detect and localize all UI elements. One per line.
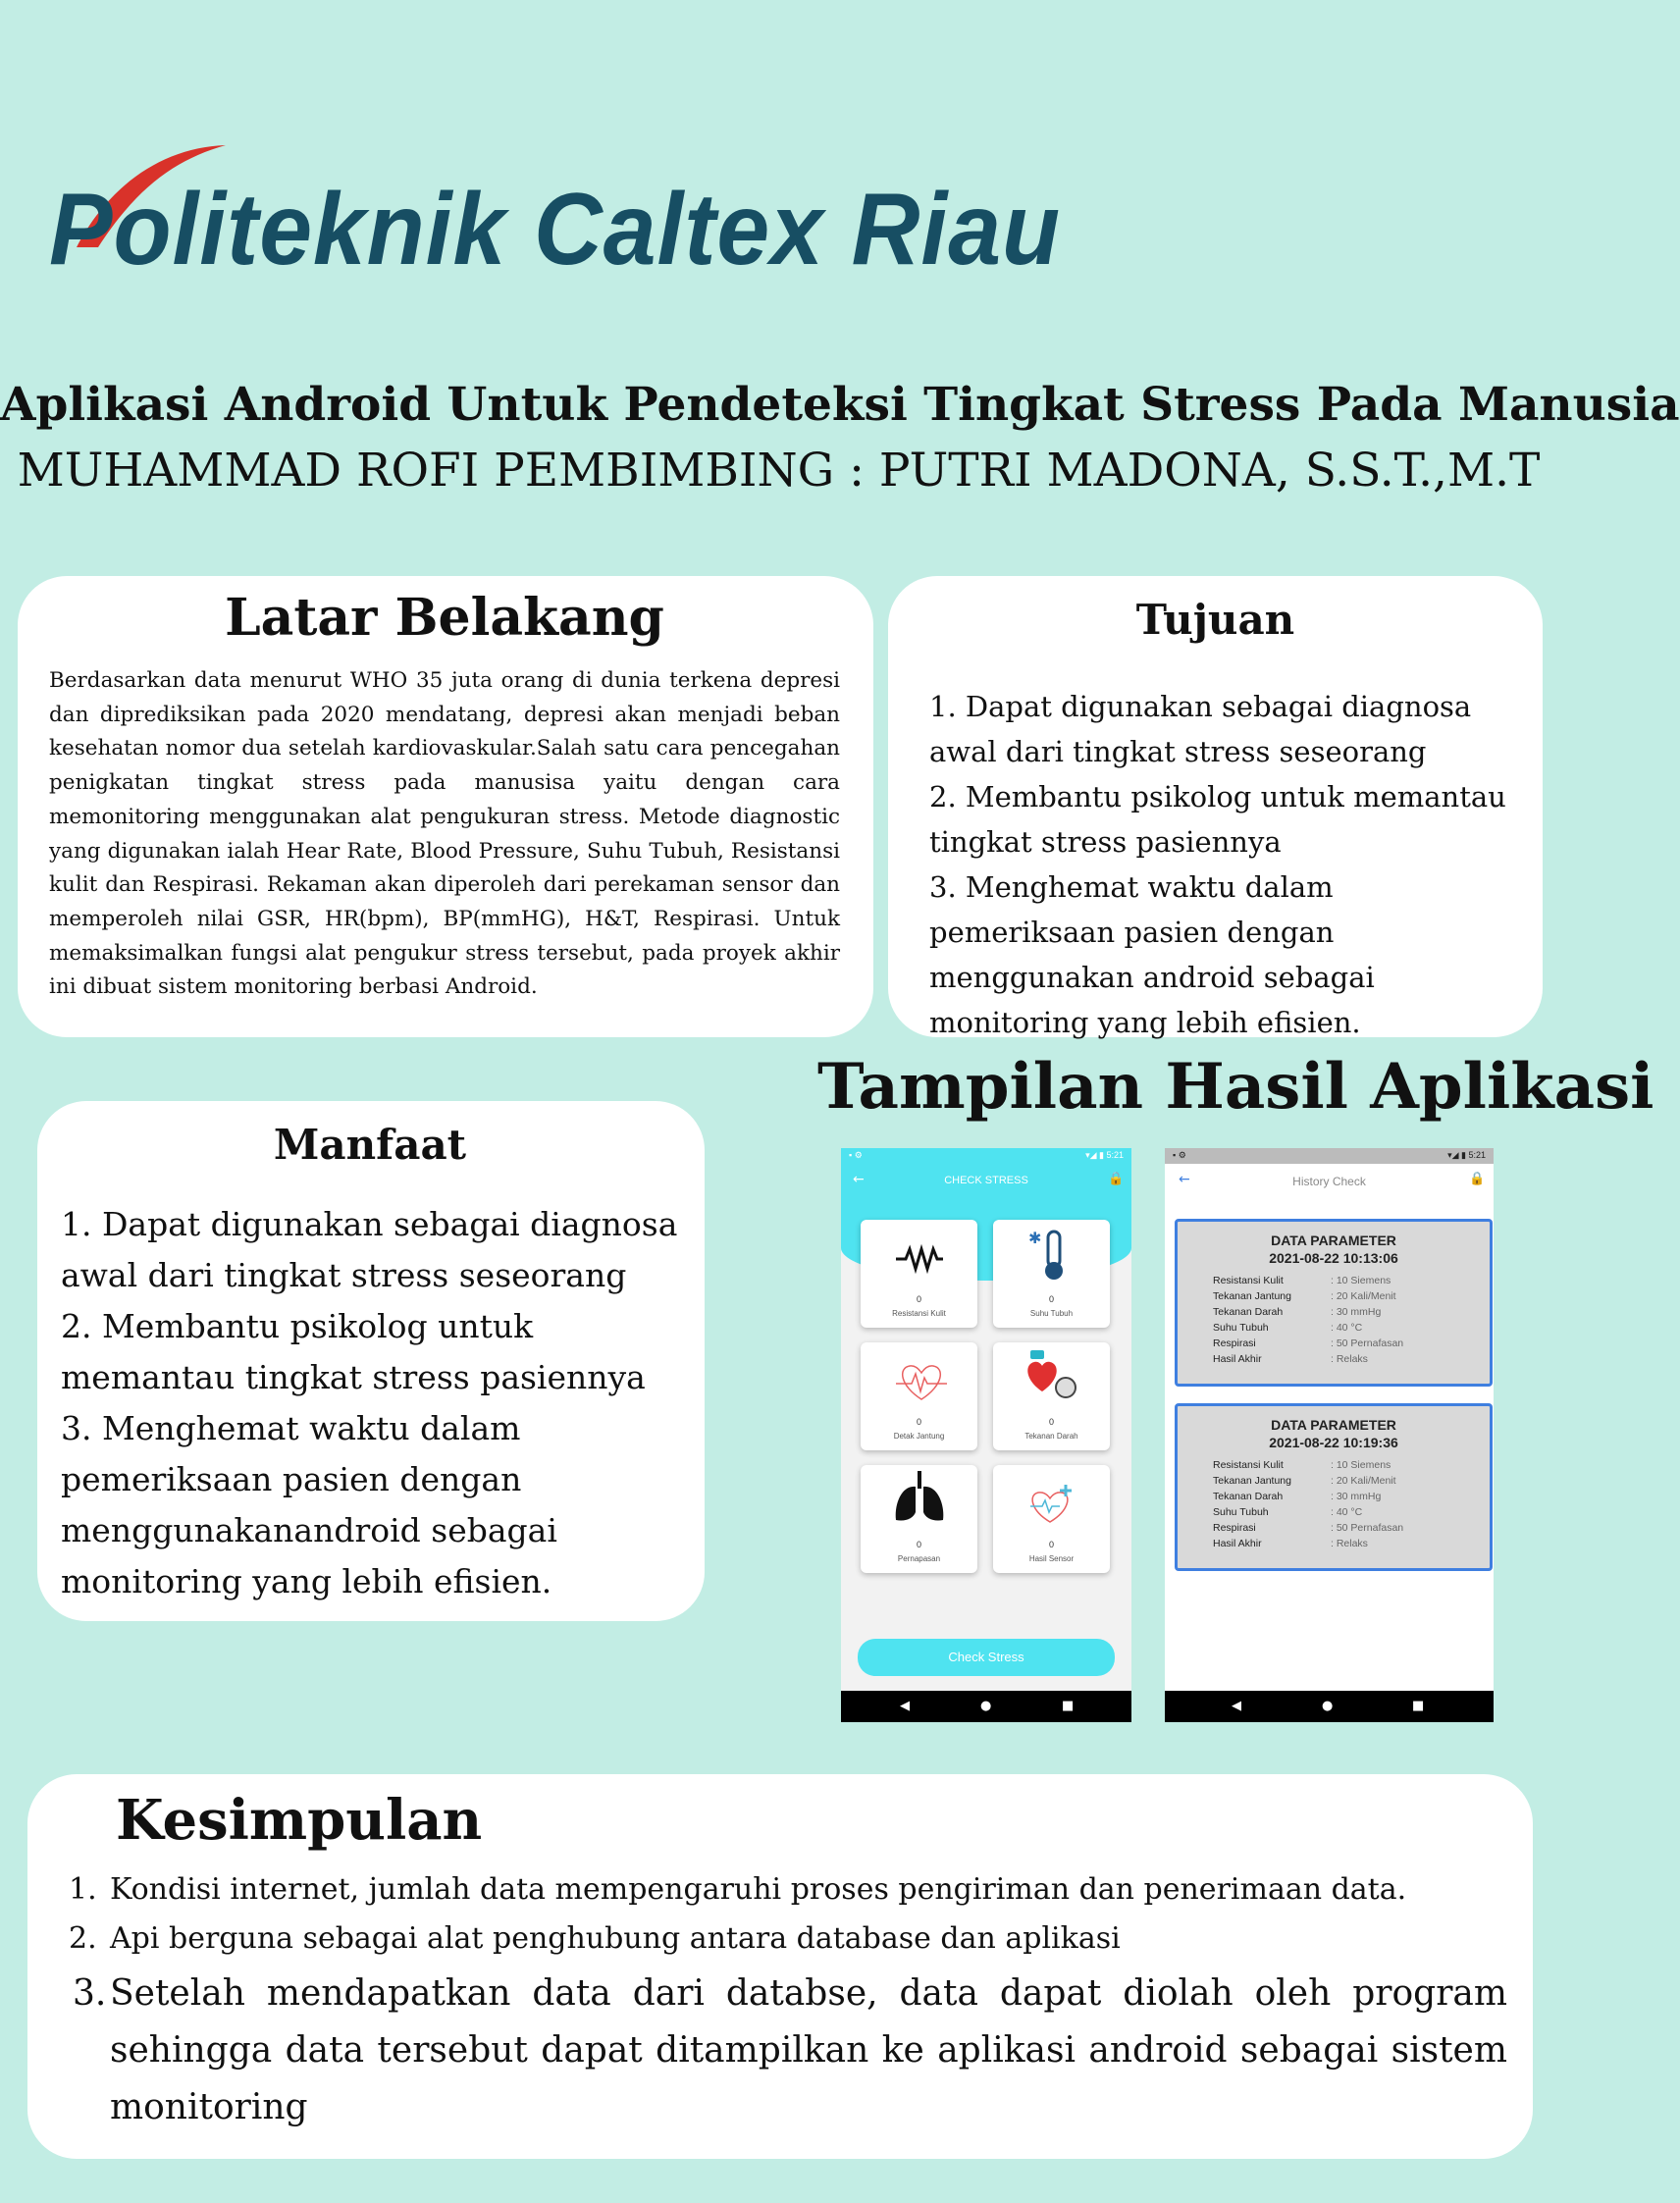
nav-home-icon[interactable]: ● — [1322, 1699, 1334, 1713]
back-arrow-icon[interactable]: ← — [853, 1172, 865, 1187]
list-item: 1. Dapat digunakan sebagai diagnosa awal dari tingkat stress seseorang — [61, 1205, 678, 1294]
history-row: Tekanan Jantung : 20 Kali/Menit — [1213, 1290, 1396, 1302]
phone-check-stress-screenshot — [841, 1148, 1131, 1722]
nav-home-icon[interactable]: ● — [980, 1699, 992, 1713]
list-item — [73, 1966, 1507, 2136]
status-bar: ▪ ⚙ ▾◢ ▮ 5:21 — [849, 1150, 1124, 1160]
tile-value: 0 — [1048, 1417, 1054, 1427]
tile-label: Pernapasan — [897, 1554, 941, 1563]
list-number: 1. — [69, 1872, 97, 1907]
lungs-icon — [892, 1469, 947, 1526]
resistor-icon — [894, 1237, 945, 1277]
tile-label: Tekanan Darah — [1024, 1432, 1078, 1441]
latar-belakang-title: Latar Belakang — [225, 588, 664, 648]
tile-value: 0 — [1048, 1540, 1054, 1549]
poster-authors: MUHAMMAD ROFI PEMBIMBING : PUTRI MADONA, S.S.T.,M.T — [17, 444, 1541, 498]
nav-back-icon[interactable]: ◀ — [900, 1699, 910, 1713]
tile-suhu-tubuh[interactable] — [993, 1220, 1110, 1328]
list-text: Kondisi internet, jumlah data mempengaruhi proses pengiriman dan penerimaan data. — [110, 1872, 1407, 1907]
tile-value: 0 — [916, 1540, 921, 1549]
history-row: Respirasi : 50 Pernafasan — [1213, 1522, 1404, 1534]
thermometer-icon — [1026, 1228, 1077, 1283]
tile-pernapasan[interactable] — [861, 1465, 977, 1573]
kesimpulan-card — [27, 1774, 1533, 2159]
logo-wordmark: Politeknik Caltex Riau — [49, 173, 1061, 287]
list-item: 3. Menghemat waktu dalam pemeriksaan pasien dengan menggunakan android sebagai monitoring yang lebih efisien. — [929, 870, 1375, 1039]
history-row: Respirasi : 50 Pernafasan — [1213, 1338, 1404, 1349]
list-number: 2. — [69, 1921, 97, 1956]
tujuan-card — [888, 576, 1543, 1037]
tile-tekanan-darah[interactable] — [993, 1342, 1110, 1450]
history-card-header: DATA PARAMETER — [1271, 1233, 1396, 1248]
nav-recents-icon[interactable]: ■ — [1412, 1699, 1425, 1713]
manfaat-card — [37, 1101, 705, 1621]
tile-label: Hasil Sensor — [1028, 1554, 1075, 1563]
status-bar: ▪ ⚙ ▾◢ ▮ 5:21 — [1165, 1148, 1494, 1164]
tile-value: 0 — [916, 1294, 921, 1304]
history-row: Resistansi Kulit : 10 Siemens — [1213, 1459, 1391, 1471]
list-item: 2. Membantu psikolog untuk memantau tingkat stress pasiennya — [929, 780, 1506, 859]
nav-back-icon[interactable]: ◀ — [1232, 1699, 1241, 1713]
history-card[interactable] — [1175, 1403, 1493, 1571]
history-row: Tekanan Darah : 30 mmHg — [1213, 1491, 1382, 1502]
svg-text:✱: ✱ — [1028, 1231, 1042, 1247]
history-row: Tekanan Jantung : 20 Kali/Menit — [1213, 1475, 1396, 1487]
heartbeat-icon — [894, 1360, 949, 1403]
history-row: Resistansi Kulit : 10 Siemens — [1213, 1275, 1391, 1286]
list-item: 3. Menghemat waktu dalam pemeriksaan pasien dengan menggunakanandroid sebagai monitoring yang lebih efisien. — [61, 1409, 557, 1600]
list-item — [69, 1919, 1443, 1959]
history-card-datetime: 2021-08-22 10:13:06 — [1269, 1250, 1398, 1266]
tujuan-list — [929, 684, 1518, 1045]
tile-value: 0 — [1048, 1294, 1054, 1304]
history-row: Hasil Akhir : Relaks — [1213, 1538, 1368, 1549]
history-card-header: DATA PARAMETER — [1271, 1417, 1396, 1433]
tile-detak-jantung[interactable] — [861, 1342, 977, 1450]
list-item: 2. Membantu psikolog untuk memantau tingkat stress pasiennya — [61, 1307, 646, 1396]
blood-pressure-icon — [1023, 1348, 1081, 1403]
manfaat-title: Manfaat — [273, 1121, 467, 1169]
heart-plus-icon — [1026, 1483, 1077, 1526]
manfaat-list — [61, 1199, 699, 1607]
history-card[interactable] — [1175, 1219, 1493, 1387]
latar-belakang-card — [18, 576, 873, 1037]
history-row: Suhu Tubuh : 40 °C — [1213, 1506, 1363, 1518]
android-nav-bar — [1165, 1691, 1494, 1722]
tile-label: Suhu Tubuh — [1029, 1309, 1074, 1318]
lock-icon[interactable]: 🔒 — [1108, 1172, 1125, 1186]
history-row: Suhu Tubuh : 40 °C — [1213, 1322, 1363, 1334]
list-item: 1. Dapat digunakan sebagai diagnosa awal dari tingkat stress seseorang — [929, 690, 1472, 768]
kesimpulan-title: Kesimpulan — [116, 1788, 483, 1853]
list-number: 3. — [73, 1973, 107, 2014]
tujuan-title: Tujuan — [1135, 596, 1295, 644]
phone-history-check-screenshot — [1165, 1148, 1494, 1722]
latar-belakang-body: Berdasarkan data menurut WHO 35 juta orang di dunia terkena depresi dan diprediksikan pada 2020 mendatang, depresi akan menjadi beban kesehatan nomor dua setelah kardiovaskular.Salah satu cara pencegahan penigkatan tingkat stress pada manusisa yaitu dengan cara memonitoring menggunakan alat pengukuran stress. Metode diagnostic yang digunakan ialah Hear Rate, Blood Pressure, Suhu Tubuh, Resistansi kulit dan Respirasi. Rekaman akan diperoleh dari perekaman sensor dan memperoleh nilai GSR, HR(bpm), BP(mmHG), H&T, Respirasi. Untuk memaksimalkan fungsi alat pengukur stress tersebut, pada proyek akhir ini dibuat sistem monitoring berbasi Android. — [49, 668, 840, 1000]
back-arrow-icon[interactable]: ← — [1179, 1172, 1190, 1187]
lock-icon[interactable]: 🔒 — [1469, 1172, 1486, 1186]
history-row: Tekanan Darah : 30 mmHg — [1213, 1306, 1382, 1318]
tile-label: Detak Jantung — [893, 1432, 945, 1441]
appbar-title: History Check — [1292, 1175, 1366, 1188]
poster-title: Aplikasi Android Untuk Pendeteksi Tingkat Stress Pada Manusia — [0, 378, 1680, 432]
hasil-title: Tampilan Hasil Aplikasi — [817, 1050, 1654, 1124]
tile-label: Resistansi Kulit — [892, 1309, 946, 1318]
list-text: Setelah mendapatkan data dari databse, data dapat diolah oleh program sehingga data tersebut dapat ditampilkan ke aplikasi android sebagai sistem monitoring — [110, 1973, 1507, 2127]
history-card-datetime: 2021-08-22 10:19:36 — [1269, 1435, 1398, 1450]
tile-resistansi-kulit[interactable] — [861, 1220, 977, 1328]
list-item — [69, 1870, 1443, 1910]
history-row: Hasil Akhir : Relaks — [1213, 1353, 1368, 1365]
list-text: Api berguna sebagai alat penghubung antara database dan aplikasi — [110, 1921, 1121, 1956]
android-nav-bar — [841, 1691, 1131, 1722]
appbar-title: CHECK STRESS — [944, 1175, 1028, 1186]
check-stress-button[interactable]: Check Stress — [858, 1639, 1115, 1676]
tile-hasil-sensor[interactable] — [993, 1465, 1110, 1573]
nav-recents-icon[interactable]: ■ — [1062, 1699, 1075, 1713]
tile-value: 0 — [916, 1417, 921, 1427]
